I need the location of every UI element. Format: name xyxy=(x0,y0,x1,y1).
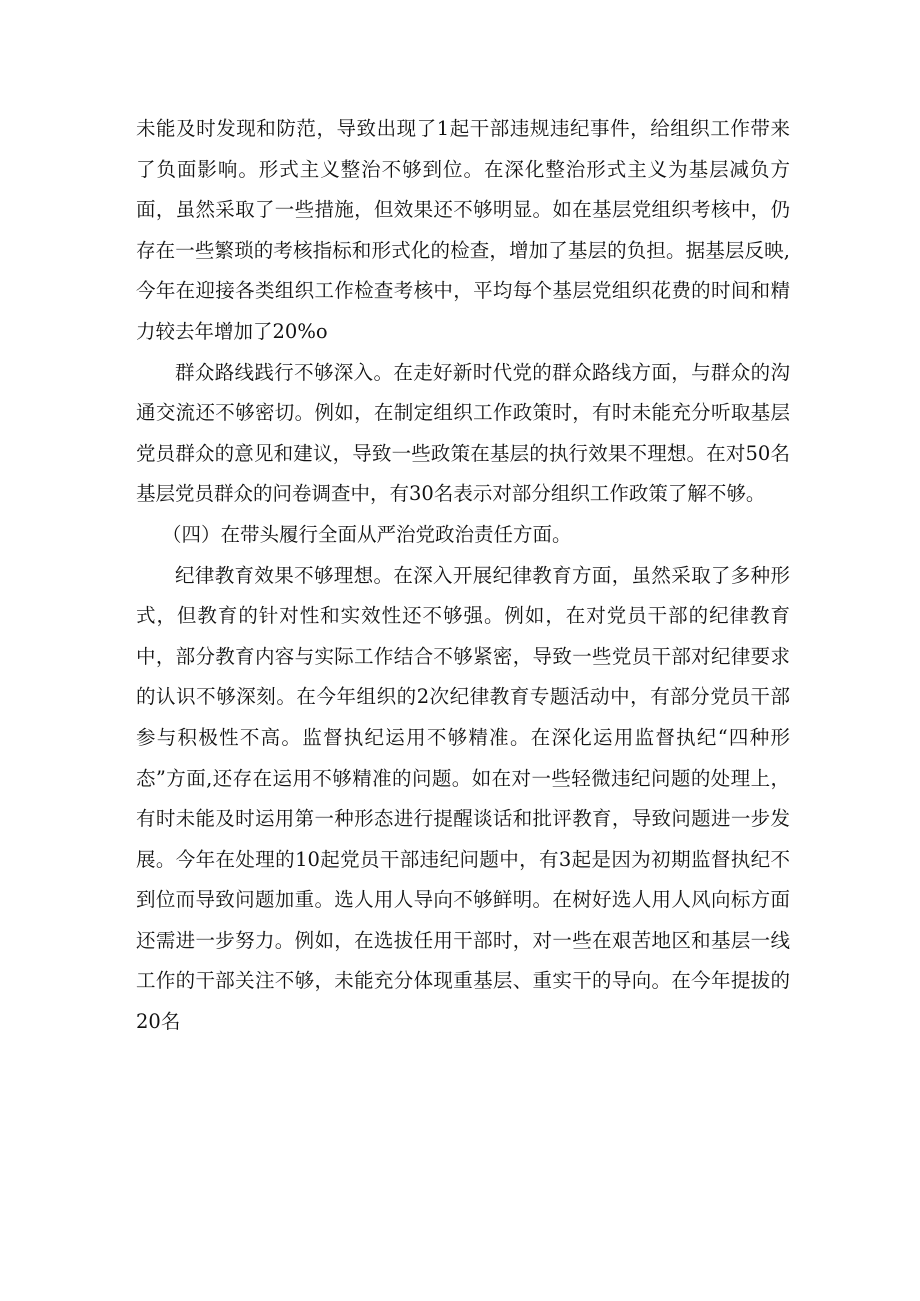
paragraph-discipline: 纪律教育效果不够理想。在深入开展纪律教育方面，虽然采取了多种形式，但教育的针对性和实效性还不够强。例如，在对党员干部的纪律教育中，部分教育内容与实际工作结合不够紧密，导致一些党员干部对纪律要求的认识不够深刻。在今年组织的2次纪律教育专题活动中，有部分党员干部参与积极性不高。监督执纪运用不够精准。在深化运用监督执纪“四种形态”方面,还存在运用不够精准的问题。如在对一些轻微违纪问题的处理上，有时未能及时运用第一种形态进行提醒谈话和批评教育，导致问题进一步发展。今年在处理的10起党员干部违纪问题中，有3起是因为初期监督执纪不到位而导致问题加重。选人用人导向不够鲜明。在树好选人用人风向标方面还需进一步努力。例如，在选拔任用干部时，对一些在艰苦地区和基层一线工作的干部关注不够，未能充分体现重基层、重实干的导向。在今年提拔的20名 xyxy=(136,563,790,1034)
paragraph-mass-line: 群众路线践行不够深入。在走好新时代党的群众路线方面，与群众的沟通交流还不够密切。例如，在制定组织工作政策时，有时未能充分听取基层党员群众的意见和建议，导致一些政策在基层的执行效果不理想。在对50名基层党员群众的问卷调查中，有30名表示对部分组织工作政策了解不够。 xyxy=(136,360,790,506)
paragraph-continuation: 未能及时发现和防范，导致出现了1起干部违规违纪事件，给组织工作带来了负面影响。形式主义整治不够到位。在深化整治形式主义为基层减负方面，虽然采取了一些措施，但效果还不够明显。如在基层党组织考核中，仍存在一些繁琐的考核指标和形式化的检查，增加了基层的负担。据基层反映,今年在迎接各类组织工作检查考核中，平均每个基层党组织花费的时间和精力较去年增加了20%o xyxy=(136,117,790,343)
document-body xyxy=(136,109,790,1043)
section-heading-four: （四）在带头履行全面从严治党政治责任方面。 xyxy=(162,522,572,546)
